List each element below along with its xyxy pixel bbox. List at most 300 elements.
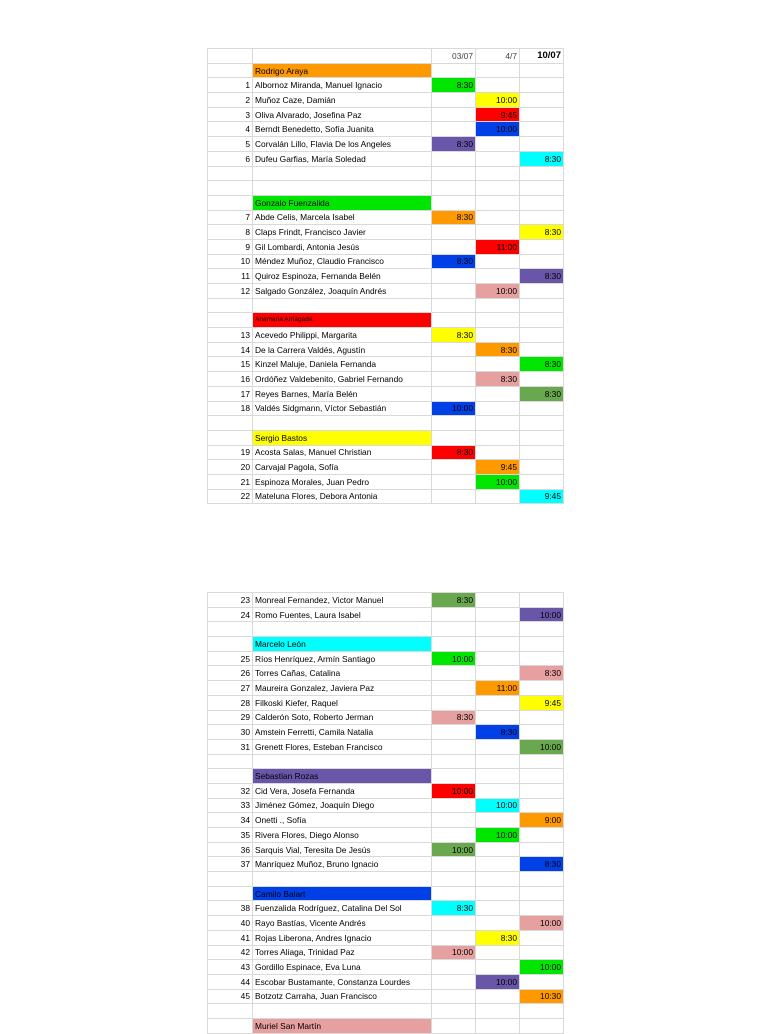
appointment-time: 8:30 <box>520 386 564 401</box>
student-name: Corvalán Lillo, Flavia De los Angeles <box>253 137 432 152</box>
time-cell <box>520 63 564 78</box>
time-cell <box>432 725 476 740</box>
appointment-time: 11:00 <box>476 239 520 254</box>
row-number: 2 <box>208 93 253 108</box>
row-number: 27 <box>208 681 253 696</box>
time-cell <box>432 1004 476 1019</box>
time-cell <box>476 637 520 652</box>
time-cell <box>432 151 476 166</box>
row-number: 41 <box>208 930 253 945</box>
header-row <box>208 49 564 64</box>
student-name: Rivera Flores, Diego Alonso <box>253 828 432 843</box>
time-cell <box>520 239 564 254</box>
appointment-time: 11:00 <box>476 681 520 696</box>
row-number-cell <box>208 769 253 784</box>
student-name: Rojas Liberona, Andres Ignacio <box>253 930 432 945</box>
row-number: 34 <box>208 813 253 828</box>
time-cell <box>520 416 564 431</box>
time-cell <box>520 974 564 989</box>
student-row <box>208 151 564 166</box>
row-number: 31 <box>208 739 253 754</box>
time-cell <box>476 357 520 372</box>
time-cell <box>476 593 520 608</box>
student-row <box>208 930 564 945</box>
row-number: 26 <box>208 666 253 681</box>
time-cell <box>432 372 476 387</box>
row-number: 10 <box>208 254 253 269</box>
student-name: Cid Vera, Josefa Fernanda <box>253 783 432 798</box>
student-row <box>208 107 564 122</box>
row-number-cell <box>208 416 253 431</box>
tutor-row <box>208 195 564 210</box>
time-cell <box>520 93 564 108</box>
appointment-time: 9:45 <box>476 460 520 475</box>
appointment-time: 9:45 <box>476 107 520 122</box>
time-cell <box>520 798 564 813</box>
appointment-time: 9:45 <box>520 695 564 710</box>
time-cell <box>476 857 520 872</box>
student-name: Monreal Fernandez, Victor Manuel <box>253 593 432 608</box>
tutor-name: Anamaria Arriagada <box>253 313 432 328</box>
row-number: 37 <box>208 857 253 872</box>
appointment-time: 8:30 <box>520 857 564 872</box>
time-cell <box>432 857 476 872</box>
time-cell <box>520 769 564 784</box>
name-cell <box>253 416 432 431</box>
appointment-time: 8:30 <box>432 254 476 269</box>
tutor-row <box>208 769 564 784</box>
student-row <box>208 901 564 916</box>
appointment-time: 8:30 <box>432 710 476 725</box>
appointment-time: 8:30 <box>476 930 520 945</box>
tutor-row <box>208 313 564 328</box>
time-cell <box>520 460 564 475</box>
blank-row <box>208 754 564 769</box>
row-number: 17 <box>208 386 253 401</box>
row-number: 33 <box>208 798 253 813</box>
time-cell <box>476 813 520 828</box>
row-number: 29 <box>208 710 253 725</box>
blank-row <box>208 622 564 637</box>
row-number: 1 <box>208 78 253 93</box>
time-cell <box>476 489 520 504</box>
time-cell <box>520 313 564 328</box>
appointment-time: 8:30 <box>520 151 564 166</box>
row-number-cell <box>208 63 253 78</box>
row-number-cell <box>208 313 253 328</box>
appointment-time: 8:30 <box>432 210 476 225</box>
time-cell <box>432 754 476 769</box>
row-number: 23 <box>208 593 253 608</box>
time-cell <box>520 637 564 652</box>
time-cell <box>476 695 520 710</box>
student-row <box>208 474 564 489</box>
blank-row <box>208 416 564 431</box>
blank-row <box>208 298 564 313</box>
time-cell <box>520 401 564 416</box>
tutor-row <box>208 637 564 652</box>
time-cell <box>476 254 520 269</box>
header-num-cell <box>208 49 253 64</box>
student-row <box>208 828 564 843</box>
time-cell <box>476 754 520 769</box>
student-name: Onetti ., Sofía <box>253 813 432 828</box>
student-name: Rayo Bastías, Vicente Andrés <box>253 916 432 931</box>
appointment-time: 10:00 <box>476 974 520 989</box>
row-number-cell <box>208 622 253 637</box>
row-number: 43 <box>208 960 253 975</box>
student-name: Carvajal Pagola, Sofía <box>253 460 432 475</box>
row-number: 7 <box>208 210 253 225</box>
student-name: Muñoz Caze, Damián <box>253 93 432 108</box>
time-cell <box>476 989 520 1004</box>
time-cell <box>520 284 564 299</box>
row-number-cell <box>208 637 253 652</box>
student-row <box>208 254 564 269</box>
student-name: De la Carrera Valdés, Agustín <box>253 342 432 357</box>
row-number-cell <box>208 181 253 196</box>
student-row <box>208 239 564 254</box>
appointment-time: 8:30 <box>520 357 564 372</box>
time-cell <box>520 181 564 196</box>
time-cell <box>432 1018 476 1033</box>
row-number: 19 <box>208 445 253 460</box>
time-cell <box>432 313 476 328</box>
time-cell <box>432 342 476 357</box>
tutor-row <box>208 1018 564 1033</box>
time-cell <box>432 798 476 813</box>
time-cell <box>476 416 520 431</box>
student-name: Acosta Salas, Manuel Christian <box>253 445 432 460</box>
appointment-time: 8:30 <box>520 269 564 284</box>
appointment-time: 10:00 <box>476 474 520 489</box>
appointment-time: 10:00 <box>432 842 476 857</box>
row-number: 20 <box>208 460 253 475</box>
tutor-name: Sergio Bastos <box>253 430 432 445</box>
row-number: 45 <box>208 989 253 1004</box>
student-name: Manríquez Muñoz, Bruno Ignacio <box>253 857 432 872</box>
time-cell <box>520 430 564 445</box>
student-row <box>208 681 564 696</box>
name-cell <box>253 166 432 181</box>
appointment-time: 9:00 <box>520 813 564 828</box>
student-row <box>208 974 564 989</box>
time-cell <box>432 239 476 254</box>
row-number: 35 <box>208 828 253 843</box>
row-number: 5 <box>208 137 253 152</box>
time-cell <box>432 460 476 475</box>
row-number-cell <box>208 166 253 181</box>
blank-row <box>208 166 564 181</box>
time-cell <box>476 445 520 460</box>
time-cell <box>432 666 476 681</box>
time-cell <box>432 739 476 754</box>
student-row <box>208 489 564 504</box>
time-cell <box>520 622 564 637</box>
row-number: 13 <box>208 328 253 343</box>
name-cell <box>253 754 432 769</box>
student-row <box>208 386 564 401</box>
date-header-3: 10/07 <box>520 49 564 64</box>
student-name: Quiroz Espinoza, Fernanda Belén <box>253 269 432 284</box>
row-number-cell <box>208 1004 253 1019</box>
student-name: Torres Aliaga, Trinidad Paz <box>253 945 432 960</box>
time-cell <box>520 195 564 210</box>
student-row <box>208 445 564 460</box>
row-number: 12 <box>208 284 253 299</box>
time-cell <box>476 430 520 445</box>
row-number: 30 <box>208 725 253 740</box>
student-name: Grenett Flores, Esteban Francisco <box>253 739 432 754</box>
time-cell <box>520 1004 564 1019</box>
row-number: 6 <box>208 151 253 166</box>
time-cell <box>432 181 476 196</box>
student-row <box>208 710 564 725</box>
student-name: Salgado González, Joaquín Andrés <box>253 284 432 299</box>
time-cell <box>476 960 520 975</box>
name-cell <box>253 181 432 196</box>
student-name: Filkoski Kiefer, Raquel <box>253 695 432 710</box>
student-name: Maureira Gonzalez, Javiera Paz <box>253 681 432 696</box>
date-header-1: 03/07 <box>432 49 476 64</box>
time-cell <box>432 357 476 372</box>
time-cell <box>432 813 476 828</box>
row-number: 44 <box>208 974 253 989</box>
student-row <box>208 593 564 608</box>
appointment-time: 10:00 <box>520 739 564 754</box>
appointment-time: 10:30 <box>520 989 564 1004</box>
time-cell <box>520 725 564 740</box>
student-name: Valdés Sidgmann, Víctor Sebastián <box>253 401 432 416</box>
row-number-cell <box>208 872 253 887</box>
time-cell <box>432 637 476 652</box>
time-cell <box>432 916 476 931</box>
student-name: Fuenzalida Rodríguez, Catalina Del Sol <box>253 901 432 916</box>
student-row <box>208 960 564 975</box>
time-cell <box>476 151 520 166</box>
time-cell <box>476 63 520 78</box>
time-cell <box>432 695 476 710</box>
time-cell <box>476 769 520 784</box>
student-row <box>208 842 564 857</box>
appointment-time: 10:00 <box>432 651 476 666</box>
student-row <box>208 989 564 1004</box>
time-cell <box>520 474 564 489</box>
time-cell <box>432 974 476 989</box>
time-cell <box>432 960 476 975</box>
row-number-cell <box>208 298 253 313</box>
time-cell <box>520 78 564 93</box>
student-name: Reyes Barnes, María Belén <box>253 386 432 401</box>
time-cell <box>432 886 476 901</box>
row-number-cell <box>208 195 253 210</box>
time-cell <box>520 828 564 843</box>
time-cell <box>432 93 476 108</box>
time-cell <box>476 783 520 798</box>
row-number: 3 <box>208 107 253 122</box>
row-number: 15 <box>208 357 253 372</box>
appointment-time: 10:00 <box>476 828 520 843</box>
row-number: 4 <box>208 122 253 137</box>
time-cell <box>476 842 520 857</box>
student-name: Mateluna Flores, Debora Antonia <box>253 489 432 504</box>
time-cell <box>520 783 564 798</box>
time-cell <box>520 930 564 945</box>
time-cell <box>476 1004 520 1019</box>
time-cell <box>520 754 564 769</box>
appointment-time: 8:30 <box>476 342 520 357</box>
student-row <box>208 137 564 152</box>
row-number: 11 <box>208 269 253 284</box>
appointment-time: 10:00 <box>520 960 564 975</box>
tutor-name: Muriel San Martín <box>253 1018 432 1033</box>
student-name: Abde Celis, Marcela Isabel <box>253 210 432 225</box>
time-cell <box>432 107 476 122</box>
appointment-time: 8:30 <box>432 328 476 343</box>
date-header-2: 4/7 <box>476 49 520 64</box>
time-cell <box>520 886 564 901</box>
time-cell <box>432 386 476 401</box>
time-cell <box>476 607 520 622</box>
tutor-name: Sebastian Rozas <box>253 769 432 784</box>
appointment-time: 10:00 <box>476 798 520 813</box>
student-name: Méndez Muñoz, Claudio Francisco <box>253 254 432 269</box>
time-cell <box>476 945 520 960</box>
student-name: Torres Cañas, Catalina <box>253 666 432 681</box>
time-cell <box>476 1018 520 1033</box>
row-number: 32 <box>208 783 253 798</box>
time-cell <box>476 328 520 343</box>
schedule-table-page-1 <box>207 48 564 504</box>
time-cell <box>520 342 564 357</box>
schedule-body-page-1 <box>208 49 564 504</box>
time-cell <box>476 386 520 401</box>
time-cell <box>432 681 476 696</box>
time-cell <box>520 445 564 460</box>
time-cell <box>432 195 476 210</box>
time-cell <box>432 872 476 887</box>
time-cell <box>432 622 476 637</box>
tutor-row <box>208 430 564 445</box>
time-cell <box>520 681 564 696</box>
time-cell <box>520 710 564 725</box>
student-name: Ordóñez Valdebenito, Gabriel Fernando <box>253 372 432 387</box>
appointment-time: 8:30 <box>476 372 520 387</box>
time-cell <box>432 607 476 622</box>
time-cell <box>520 901 564 916</box>
time-cell <box>476 886 520 901</box>
row-number-cell <box>208 886 253 901</box>
time-cell <box>432 298 476 313</box>
student-row <box>208 93 564 108</box>
time-cell <box>476 225 520 240</box>
row-number: 9 <box>208 239 253 254</box>
time-cell <box>476 916 520 931</box>
appointment-time: 10:00 <box>520 916 564 931</box>
time-cell <box>476 401 520 416</box>
student-name: Gordillo Espinace, Eva Luna <box>253 960 432 975</box>
time-cell <box>432 122 476 137</box>
student-name: Claps Frindt, Francisco Javier <box>253 225 432 240</box>
appointment-time: 10:00 <box>432 401 476 416</box>
time-cell <box>432 63 476 78</box>
row-number: 18 <box>208 401 253 416</box>
student-name: Calderón Soto, Roberto Jerman <box>253 710 432 725</box>
student-name: Sarquis Vial, Teresita De Jesús <box>253 842 432 857</box>
student-row <box>208 342 564 357</box>
tutor-name: Camilo Balart <box>253 886 432 901</box>
header-name-cell <box>253 49 432 64</box>
time-cell <box>520 137 564 152</box>
row-number: 36 <box>208 842 253 857</box>
student-name: Ríos Henríquez, Armín Santiago <box>253 651 432 666</box>
row-number: 22 <box>208 489 253 504</box>
time-cell <box>432 989 476 1004</box>
time-cell <box>432 416 476 431</box>
time-cell <box>432 769 476 784</box>
time-cell <box>476 298 520 313</box>
student-name: Amstein Ferretti, Camila Natalia <box>253 725 432 740</box>
name-cell <box>253 298 432 313</box>
student-row <box>208 857 564 872</box>
appointment-time: 10:00 <box>432 783 476 798</box>
student-name: Albornoz Miranda, Manuel Ignacio <box>253 78 432 93</box>
row-number-cell <box>208 754 253 769</box>
time-cell <box>520 122 564 137</box>
time-cell <box>520 593 564 608</box>
tutor-row <box>208 886 564 901</box>
time-cell <box>476 137 520 152</box>
time-cell <box>476 651 520 666</box>
time-cell <box>476 166 520 181</box>
time-cell <box>432 930 476 945</box>
student-name: Gil Lombardi, Antonia Jesús <box>253 239 432 254</box>
row-number-cell <box>208 1018 253 1033</box>
student-row <box>208 357 564 372</box>
appointment-time: 8:30 <box>432 445 476 460</box>
tutor-name: Rodrigo Araya <box>253 63 432 78</box>
time-cell <box>476 901 520 916</box>
time-cell <box>432 489 476 504</box>
appointment-time: 10:00 <box>476 93 520 108</box>
name-cell <box>253 1004 432 1019</box>
time-cell <box>520 1018 564 1033</box>
time-cell <box>476 181 520 196</box>
student-row <box>208 916 564 931</box>
time-cell <box>476 622 520 637</box>
time-cell <box>476 78 520 93</box>
student-name: Espinoza Morales, Juan Pedro <box>253 474 432 489</box>
student-name: Acevedo Philippi, Margarita <box>253 328 432 343</box>
schedule-table-page-2 <box>207 592 564 1034</box>
name-cell <box>253 622 432 637</box>
appointment-time: 8:30 <box>432 901 476 916</box>
student-row <box>208 401 564 416</box>
student-name: Jiménez Gómez, Joaquín Diego <box>253 798 432 813</box>
student-name: Oliva Alvarado, Josefina Paz <box>253 107 432 122</box>
row-number: 24 <box>208 607 253 622</box>
student-row <box>208 328 564 343</box>
time-cell <box>520 328 564 343</box>
time-cell <box>432 284 476 299</box>
blank-row <box>208 1004 564 1019</box>
student-row <box>208 695 564 710</box>
student-row <box>208 460 564 475</box>
time-cell <box>476 739 520 754</box>
student-row <box>208 269 564 284</box>
tutor-row <box>208 63 564 78</box>
time-cell <box>476 313 520 328</box>
